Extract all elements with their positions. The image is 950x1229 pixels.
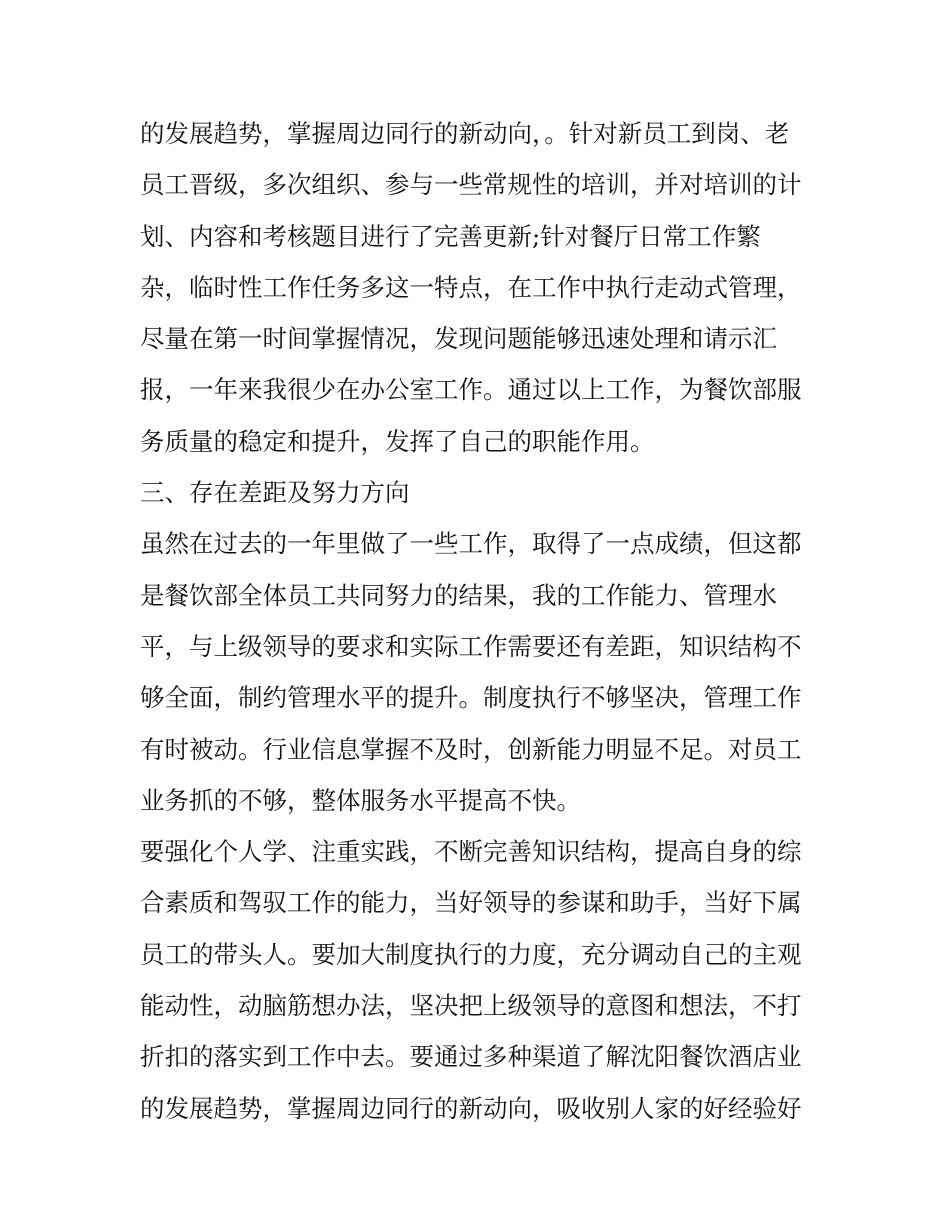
text-line: 务质量的稳定和提升，发挥了自己的职能作用。 xyxy=(140,426,655,456)
text-line: 能动性，动脑筋想办法，坚决把上级领导的意图和想法，不打 xyxy=(140,991,802,1021)
text-line: 划、内容和考核题目进行了完善更新;针对餐厅日常工作繁 xyxy=(140,221,761,251)
text-line: 业务抓的不够，整体服务水平提高不快。 xyxy=(140,785,581,815)
section-heading: 三、存在差距及努力方向 xyxy=(140,478,410,508)
text-line: 够全面，制约管理水平的提升。制度执行不够坚决，管理工作 xyxy=(140,683,802,713)
text-line: 折扣的落实到工作中去。要通过多种渠道了解沈阳餐饮酒店业 xyxy=(140,1042,802,1072)
text-line: 的发展趋势，掌握周边同行的新动向，吸收别人家的好经验好 xyxy=(140,1093,802,1123)
text-line: 是餐饮部全体员工共同努力的结果，我的工作能力、管理水 xyxy=(140,580,777,610)
text-line: 合素质和驾驭工作的能力，当好领导的参谋和助手，当好下属 xyxy=(140,888,802,918)
body-text xyxy=(140,108,830,1134)
text-line: 平，与上级领导的要求和实际工作需要还有差距，知识结构不 xyxy=(140,631,802,661)
text-line: 员工的带头人。要加大制度执行的力度，充分调动自己的主观 xyxy=(140,939,802,969)
text-line: 报，一年来我很少在办公室工作。通过以上工作，为餐饮部服 xyxy=(140,375,802,405)
text-line: 员工晋级，多次组织、参与一些常规性的培训，并对培训的计 xyxy=(140,170,802,200)
text-line: 要强化个人学、注重实践，不断完善知识结构，提高自身的综 xyxy=(140,837,802,867)
text-line: 虽然在过去的一年里做了一些工作，取得了一点成绩，但这都 xyxy=(140,529,802,559)
text-line: 有时被动。行业信息掌握不及时，创新能力明显不足。对员工 xyxy=(140,734,802,764)
text-line: 尽量在第一时间掌握情况，发现问题能够迅速处理和请示汇 xyxy=(140,324,777,354)
text-line: 杂，临时性工作任务多这一特点，在工作中执行走动式管理， xyxy=(140,272,802,302)
text-line: 的发展趋势，掌握周边同行的新动向，。针对新员工到岗、老 xyxy=(140,119,790,148)
